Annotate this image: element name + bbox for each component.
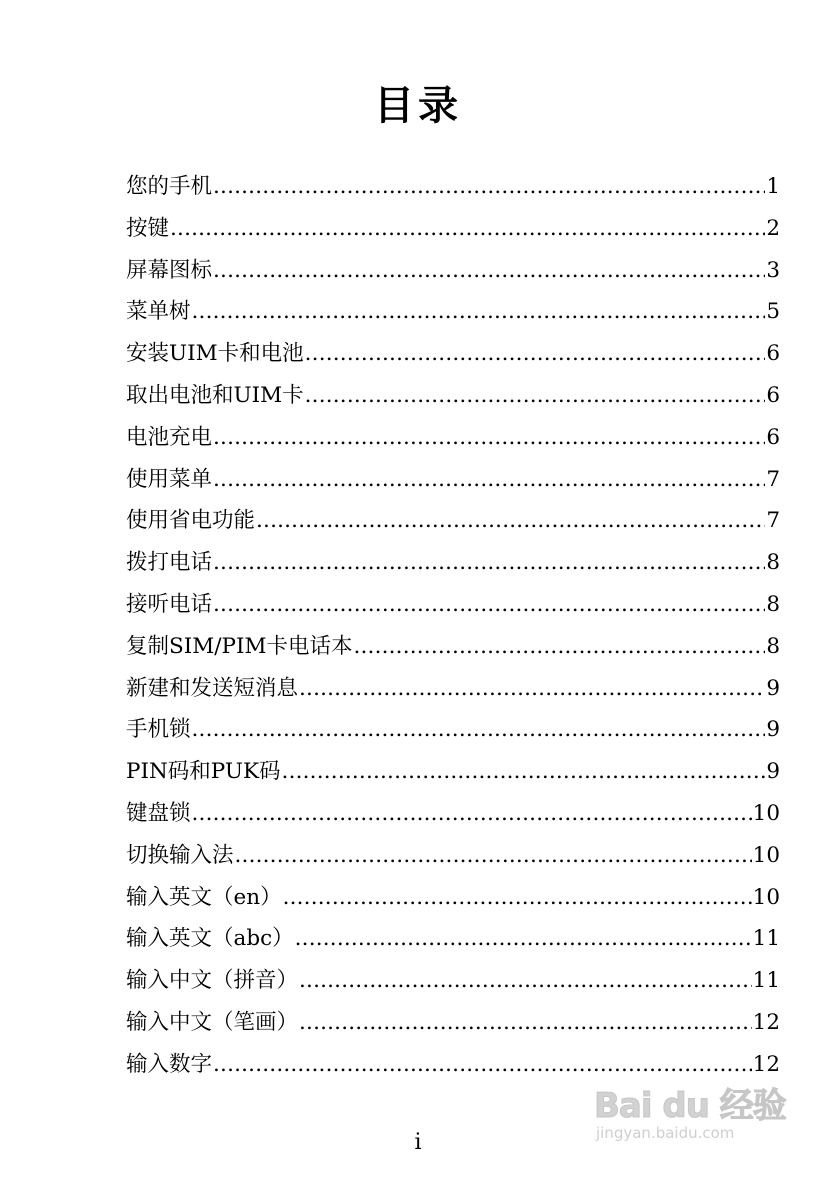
toc-leader-dots [213, 417, 765, 459]
toc-entry[interactable] [126, 709, 780, 751]
toc-leader-dots [192, 793, 752, 835]
toc-entry[interactable] [126, 208, 780, 250]
toc-entry-title: 屏幕图标 [126, 257, 213, 283]
toc-entry-page: 8 [766, 591, 780, 617]
toc-entry-title: 输入英文（en） [126, 884, 282, 910]
toc-entry-page: 12 [752, 1051, 780, 1077]
toc-leader-dots [213, 459, 765, 501]
page-title: 目录 [374, 83, 462, 129]
toc-entry[interactable] [126, 751, 780, 793]
toc-entry-page: 8 [766, 550, 780, 576]
table-of-contents [126, 166, 780, 1086]
toc-entry[interactable] [126, 960, 780, 1002]
toc-leader-dots [283, 877, 752, 919]
toc-entry-title: 手机锁 [126, 717, 191, 743]
toc-entry-page: 8 [766, 633, 780, 659]
toc-entry-title: 使用省电功能 [126, 508, 256, 534]
toc-entry[interactable] [126, 918, 780, 960]
toc-entry[interactable] [126, 417, 780, 459]
toc-leader-dots [299, 668, 765, 710]
toc-entry-page: 6 [766, 424, 780, 450]
toc-entry[interactable] [126, 542, 780, 584]
toc-entry-title: 新建和发送短消息 [126, 675, 299, 701]
toc-leader-dots [213, 584, 765, 626]
page-number: i [414, 1130, 422, 1155]
toc-leader-dots [299, 960, 752, 1002]
toc-entry[interactable] [126, 793, 780, 835]
toc-leader-dots [170, 208, 765, 250]
toc-entry[interactable] [126, 584, 780, 626]
toc-entry-title: PIN码和PUK码 [126, 759, 281, 785]
toc-entry-title: 复制SIM/PIM卡电话本 [126, 633, 353, 659]
toc-leader-dots [192, 291, 766, 333]
baidu-jingyan-watermark [590, 1060, 790, 1160]
toc-entry-page: 1 [766, 174, 780, 199]
toc-entry-page: 6 [766, 341, 780, 367]
toc-entry-title: 拨打电话 [126, 550, 213, 576]
toc-entry-page: 9 [766, 717, 780, 743]
toc-entry[interactable] [126, 626, 780, 668]
toc-entry-page: 2 [766, 215, 780, 241]
toc-entry-title: 您的手机 [126, 174, 213, 199]
toc-leader-dots [192, 709, 766, 751]
toc-entry-page: 10 [752, 884, 780, 910]
toc-entry-title: 输入中文（笔画） [126, 1009, 299, 1035]
watermark-url: jingyan.baidu.com [596, 1124, 735, 1142]
toc-entry[interactable] [126, 835, 780, 877]
toc-entry-page: 11 [752, 926, 780, 952]
toc-entry-page: 7 [766, 466, 780, 492]
toc-entry-title: 输入数字 [126, 1051, 213, 1077]
toc-entry-title: 按键 [126, 215, 170, 241]
toc-entry-title: 安装UIM卡和电池 [126, 341, 304, 367]
toc-entry[interactable] [126, 250, 780, 292]
toc-entry-page: 6 [766, 382, 780, 408]
toc-entry[interactable] [126, 459, 780, 501]
toc-entry-page: 3 [766, 257, 780, 283]
toc-leader-dots [295, 918, 752, 960]
toc-entry-page: 7 [766, 508, 780, 534]
toc-entry-title: 接听电话 [126, 591, 213, 617]
toc-entry[interactable] [126, 877, 780, 919]
toc-entry-page: 9 [766, 759, 780, 785]
toc-leader-dots [213, 250, 765, 292]
toc-entry[interactable] [126, 166, 780, 208]
toc-entry-page: 11 [752, 968, 780, 994]
toc-entry[interactable] [126, 291, 780, 333]
toc-entry-title: 使用菜单 [126, 466, 213, 492]
toc-entry-page: 5 [766, 299, 780, 325]
toc-entry-title: 输入英文（abc） [126, 926, 294, 952]
toc-entry[interactable] [126, 1002, 780, 1044]
watermark-logo: Bai du 经验 [594, 1086, 786, 1126]
toc-entry[interactable] [126, 375, 780, 417]
toc-leader-dots [305, 333, 766, 375]
toc-entry-page: 10 [752, 842, 780, 868]
toc-entry-title: 输入中文（拼音） [126, 968, 299, 994]
toc-leader-dots [353, 626, 765, 668]
toc-entry-page: 12 [752, 1009, 780, 1035]
toc-entry-page: 9 [766, 675, 780, 701]
toc-entry[interactable] [126, 500, 780, 542]
toc-entry-title: 菜单树 [126, 299, 191, 325]
toc-leader-dots [282, 751, 766, 793]
toc-entry-title: 取出电池和UIM卡 [126, 382, 304, 408]
toc-leader-dots [256, 500, 765, 542]
toc-leader-dots [299, 1002, 752, 1044]
toc-entry-title: 切换输入法 [126, 842, 234, 868]
toc-leader-dots [305, 375, 766, 417]
toc-entry-page: 10 [752, 800, 780, 826]
toc-entry-title: 键盘锁 [126, 800, 191, 826]
toc-entry[interactable] [126, 333, 780, 375]
toc-leader-dots [213, 166, 765, 208]
toc-entry[interactable] [126, 668, 780, 710]
toc-entry-title: 电池充电 [126, 424, 213, 450]
toc-leader-dots [235, 835, 752, 877]
toc-leader-dots [213, 542, 765, 584]
